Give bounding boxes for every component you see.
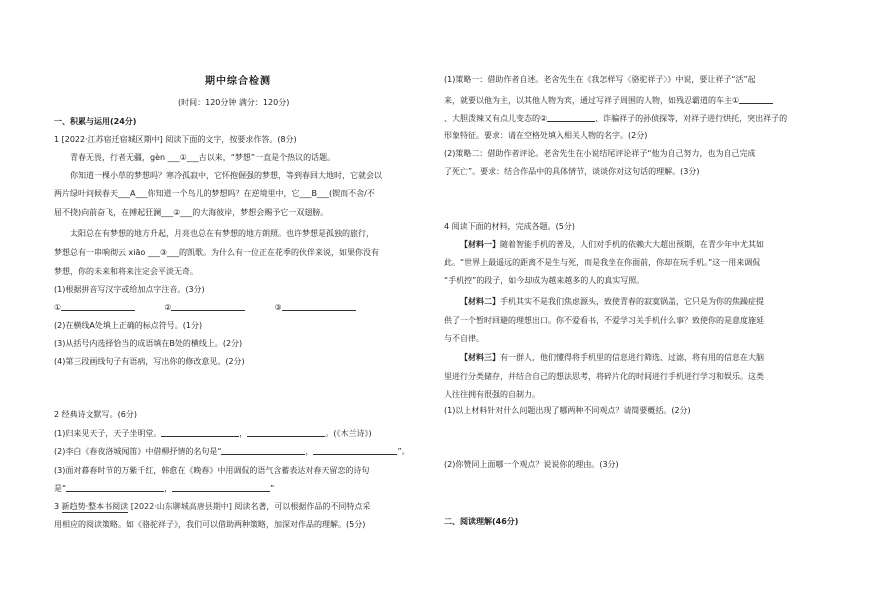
q3-stem-line2: 用相应的阅读策略。如《骆驼祥子》，我们可以借助两种策略，加深对作品的理解。(5分) <box>54 520 366 529</box>
q1-sub3: (3)从括号内选择恰当的成语填在B处的横线上。(2分) <box>54 339 243 348</box>
q1-para1-line2: 你知道一棵小草的梦想吗？寒冷孤寂中，它怀抱倔强的梦想，等到春回大地时，它就会以 <box>70 171 382 180</box>
q3-strategy1-line4: 形象特征。要求：请在空格处填入相关人物的名字。(2分) <box>444 131 648 140</box>
blank-3-label: ③ <box>274 303 282 312</box>
q4-material3-line2: 里进行分类储存，并结合自己的想法思考，将碎片化的时间进行手机进行学习和娱乐。这类 <box>444 372 764 381</box>
q1-para1-line1: 青春无畏，行者无疆，gèn ___①___古以来，“梦想”一直是个热议的话题。 <box>70 153 336 162</box>
q3-tag: 新趋势·整本书阅读 <box>61 502 129 511</box>
q1-para2-line1: 太阳总在有梦想的地方升起，月亮也总在有梦想的地方朗照。也许梦想是孤独的旅行， <box>70 229 374 238</box>
q1-sub1: (1)根据拼音写汉字或给加点字注音。(3分) <box>54 285 205 294</box>
q4-stem: 4 阅读下面的材料，完成各题。(5分) <box>444 222 575 231</box>
q3-strategy1-line3: 、大胆泼辣又有点儿变态的② 、诈骗祥子的孙侦探等，对祥子进行烘托，突出祥子的 <box>444 114 788 123</box>
q3-blank-1[interactable] <box>739 95 773 104</box>
section-heading-1: 一、积累与运用(24分) <box>54 117 137 126</box>
q2-blank-6[interactable] <box>172 483 270 492</box>
q1-para2-line2: 梦想总有一串响彻云 xiāo ___③___的凯歌。为什么有一位正在花季的伙伴来说，如果你没有 <box>54 248 380 257</box>
q3-strategy2-line2: 了死亡”。要求：结合作品中的具体情节，谈谈你对这句话的理解。(3分) <box>444 167 700 176</box>
q2-line1: (1)归来见天子，天子坐明堂。 ， 。(《木兰诗》) <box>54 429 372 438</box>
q3-strategy2-line1: (2)策略二：借助作者评论。老舍先生在小说结尾评论祥子“他为自己努力，也为自己完成 <box>444 149 756 158</box>
q4-sub2: (2)你赞同上面哪一个观点？说说你的理由。(3分) <box>444 460 619 469</box>
q1-sub4: (4)第三段画线句子有语病，写出你的修改意见。(2分) <box>54 357 245 366</box>
exam-title: 期中综合检测 <box>205 76 271 87</box>
q3-blank-2[interactable] <box>547 113 595 122</box>
q1-answer-blanks <box>54 302 356 313</box>
blank-3-line[interactable] <box>282 302 356 311</box>
q4-material2-line2: 供了一个暂时回避的理想出口。你不爱看书，不爱学习关手机什么事？致使你的是意度施延 <box>444 316 764 325</box>
q3-stem-line1: 3 新趋势·整本书阅读 [2022·山东聊城高唐县期中] 阅读名著，可以根据作品的不同特点采 <box>54 502 371 511</box>
q2-stem: 2 经典诗文默写。(6分) <box>54 410 137 419</box>
q1-stem: 1 [2022·江苏宿迁宿城区期中] 阅读下面的文字，按要求作答。(8分) <box>54 135 297 144</box>
q1-sub2: (2)在横线A处填上正确的标点符号。(1分) <box>54 321 203 330</box>
blank-1-line[interactable] <box>61 302 135 311</box>
q1-para1-line3: 两片绿叶问候春天___A___你知道一个鸟儿的梦想吗？在逆境里中，它___B___(锲而不舍/不 <box>54 189 375 198</box>
q4-material1-line1: 【材料一】随着智能手机的普及，人们对手机的依赖大大超出预期，在青少年中尤其如 <box>460 240 764 249</box>
blank-2-line[interactable] <box>171 302 245 311</box>
q1-para1-line4: 屈不挠)向前奋飞，在搏起狂澜___②___的大海彼岸，梦想会赐予它一双翅膀。 <box>54 208 329 217</box>
q2-blank-1[interactable] <box>161 428 239 437</box>
q2-line2: (2)李白《春夜洛城闻笛》中借柳抒情的名句是“ ， ”。 <box>54 447 410 456</box>
q1-para2-line3: 梦想，你的未来和将来注定会平淡无奇。 <box>54 267 198 276</box>
q2-line3: (3)面对暮春时节的万紫千红，韩愈在《晚春》中用调侃的语气含蓄表达对春天留恋的诗句 <box>54 466 370 475</box>
blank-1-label: ① <box>54 303 62 312</box>
q4-material3-line1: 【材料三】有一群人，他们懂得将手机里的信息进行筛选、过滤，将有用的信息在大脑 <box>460 353 764 362</box>
blank-2-label: ② <box>164 303 172 312</box>
section-heading-2: 二、阅读理解(46分) <box>444 517 519 526</box>
q2-blank-3[interactable] <box>221 446 305 455</box>
q4-material1-line2: 此。“世界上最遥远的距离不是生与死，而是我坐在你面前，你却在玩手机。”这一用来调侃 <box>444 258 761 267</box>
q4-material2-line1: 【材料二】手机其实不是我们焦虑源头，致使青春的寂寞锅盖，它只是为你的焦躁症提 <box>460 297 764 306</box>
q3-strategy1-line2: 来，就要以他为主，以其他人物为宾，通过写祥子周围的人物，如残忍霸道的车主① <box>444 95 773 106</box>
q4-material1-line3: “手机控”的段子，如今却成为越来越多的人的真实写照。 <box>444 276 645 285</box>
q2-blank-5[interactable] <box>66 483 164 492</box>
q4-material3-line3: 人往往拥有很强的自制力。 <box>444 390 540 399</box>
q2-line4: 是“ ， ” <box>54 484 275 493</box>
q2-blank-2[interactable] <box>247 428 325 437</box>
q2-blank-4[interactable] <box>313 446 397 455</box>
exam-subtitle: (时间：120分钟 满分：120分) <box>178 98 290 107</box>
q4-material2-line3: 与不自律。 <box>444 334 484 343</box>
q4-sub1: (1)以上材料针对什么问题出现了哪两种不同观点？请简要概括。(2分) <box>444 406 691 415</box>
q3-strategy1-line1: (1)策略一：借助作者自述。老舍先生在《我怎样写〈骆驼祥子〉》中说，要让祥子“活”起 <box>444 75 756 84</box>
